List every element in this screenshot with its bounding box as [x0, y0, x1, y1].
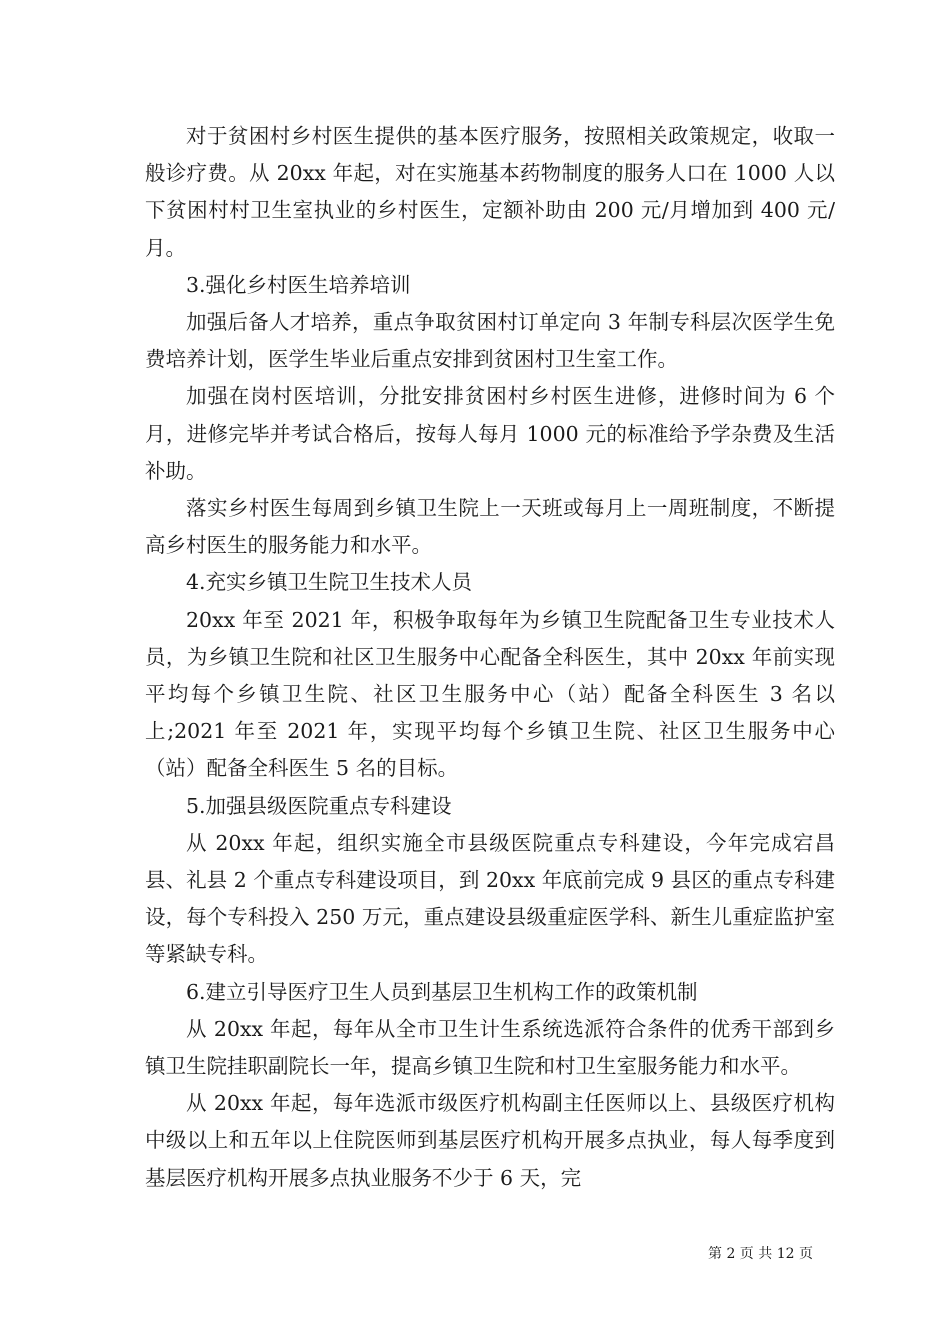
paragraph: 20xx 年至 2021 年，积极争取每年为乡镇卫生院配备卫生专业技术人员，为乡镇卫生院和社区卫生服务中心配备全科医生，其中 20xx 年前实现平均每个乡镇卫生院、社区卫生服务中心（站）配备全科医生 3 名以上;2021 年至 2021 年，实现平均每个乡镇卫生院、社区卫生服务中心（站）配备全科医生 5 名的目标。 — [145, 607, 835, 781]
paragraph: 对于贫困村乡村医生提供的基本医疗服务，按照相关政策规定，收取一般诊疗费。从 20xx 年起，对在实施基本药物制度的服务人口在 1000 人以下贫困村村卫生室执业的乡村医生，定额补助由 200 元/月增加到 400 元/月。 — [145, 124, 835, 260]
paragraph: 加强后备人才培养，重点争取贫困村订单定向 3 年制专科层次医学生免费培养计划，医学生毕业后重点安排到贫困村卫生室工作。 — [145, 310, 835, 372]
paragraph: 加强在岗村医培训，分批安排贫困村乡村医生进修，进修时间为 6 个月，进修完毕并考试合格后，按每人每月 1000 元的标准给予学杂费及生活补助。 — [145, 384, 835, 483]
paragraph: 从 20xx 年起，组织实施全市县级医院重点专科建设，今年完成宕昌县、礼县 2 个重点专科建设项目，到 20xx 年底前完成 9 县区的重点专科建设，每个专科投入 250 万元，重点建设县级重症医学科、新生儿重症监护室等紧缺专科。 — [145, 830, 835, 967]
paragraph: 从 20xx 年起，每年选派市级医疗机构副主任医师以上、县级医疗机构中级以上和五年以上住院医师到基层医疗机构开展多点执业，每人每季度到基层医疗机构开展多点执业服务不少于 6 天，完 — [145, 1091, 835, 1190]
document-body — [145, 118, 835, 1197]
section-heading: 4.充实乡镇卫生院卫生技术人员 — [186, 570, 473, 595]
section-heading: 6.建立引导医疗卫生人员到基层卫生机构工作的政策机制 — [186, 979, 698, 1004]
paragraph: 从 20xx 年起，每年从全市卫生计生系统选派符合条件的优秀干部到乡镇卫生院挂职副院长一年，提高乡镇卫生院和村卫生室服务能力和水平。 — [145, 1016, 835, 1079]
paragraph: 落实乡村医生每周到乡镇卫生院上一天班或每月上一周班制度，不断提高乡村医生的服务能力和水平。 — [145, 496, 835, 558]
page-number: 第 2 页 共 12 页 — [708, 1246, 813, 1262]
section-heading: 3.强化乡村医生培养培训 — [186, 272, 411, 297]
section-heading: 5.加强县级医院重点专科建设 — [186, 793, 452, 818]
